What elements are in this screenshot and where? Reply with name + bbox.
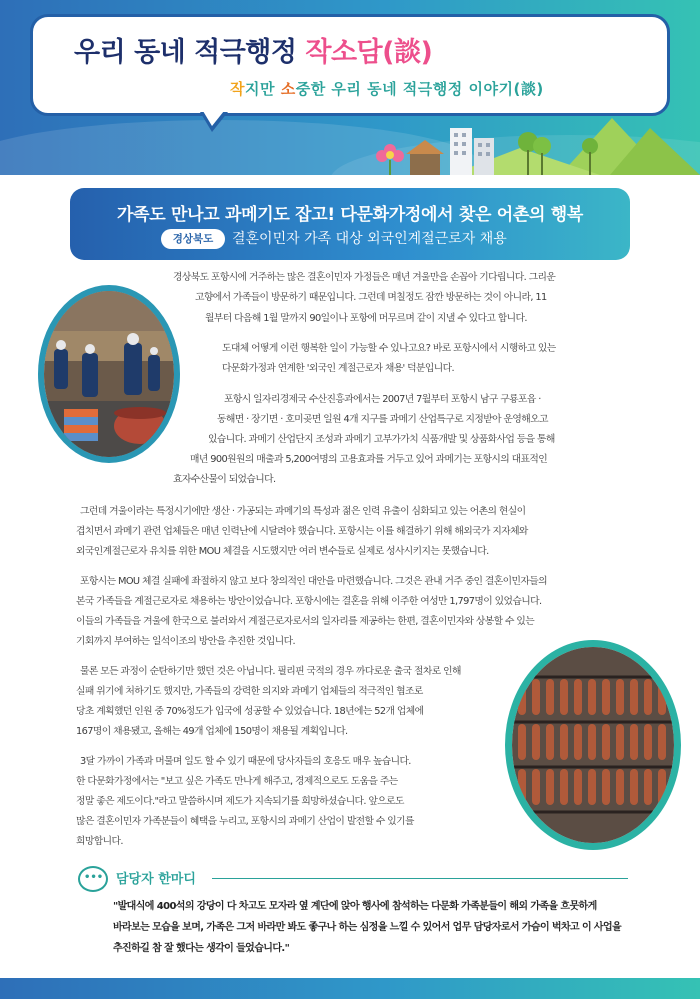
paragraph-line: 매년 900원원의 매출과 5,200여명의 고용효과를 거두고 있어 과메기는 포항시의 대표적인 [190,454,548,465]
paragraph-line: 동해면 · 장기면 · 호미곶면 일원 4개 지구를 과메기 산업특구로 지정받아 운영해오고 [217,414,548,425]
paragraph-line: 경상북도 포항시에 거주하는 많은 결혼이민자 가정들은 매년 겨울만을 손꼽아 기다립니다. 그리운 [173,272,556,283]
workers-photo [38,285,180,463]
paragraph-line: 한 다문화가정에서는 "보고 싶은 가족도 만나게 해주고, 경제적으로도 도움을 주는 [76,776,398,787]
series-subtitle [230,78,544,99]
series-title-accent: 작소담(談) [305,37,433,68]
article-subtitle: 결혼이민자 가족 대상 외국인계절근로자 채용 [232,231,507,247]
paragraph-line: 당초 계획했던 인원 중 70%정도가 입국에 성공할 수 있었습니다. 18년에는 52개 업체에 [76,706,424,717]
subtitle-part: 작 [230,80,245,98]
paragraph-line: 정말 좋은 제도이다."라고 말씀하시며 제도가 지속되기를 희망하셨습니다. 앞으로도 [76,796,404,807]
subtitle-part: 중한 우리 동네 적극행정 이야기(談) [295,80,544,98]
speech-bubble-icon: ••• [78,866,108,892]
paragraph-line: 포항시는 MOU 체결 실패에 좌절하지 않고 보다 창의적인 대안을 마련했습니다. 그것은 관내 거주 중인 결혼이민자들의 [80,576,547,587]
series-title [74,30,432,69]
paragraph-line: 다문화가정과 연계한 '외국인 계절근로자 채용' 덕분입니다. [222,363,455,374]
comment-title: 담당자 한마디 [116,872,196,887]
drying-fish-photo [505,640,681,850]
paragraph-line: 효자수산물이 되었습니다. [173,474,276,485]
region-badge: 경상북도 [161,229,225,249]
paragraph-line: 본국 가족들을 계절근로자로 채용하는 방안이었습니다. 포항시에는 결혼을 위해 이주한 여성만 1,797명이 있었습니다. [76,596,542,607]
paragraph-line: 도대체 어떻게 이런 행복한 일이 가능할 수 있나고요? 바로 포항시에서 시행하고 있는 [222,343,556,354]
paragraph-line: 고향에서 가족들이 방문하기 때문입니다. 그런데 며칠정도 잠깐 방문하는 것이 아니라, 11 [195,292,547,303]
quote-line: "발대식에 400석의 강당이 다 차고도 모자라 옆 계단에 앉아 행사에 참석하는 다문화 가족분들이 해외 가족을 흐뭇하게 [113,901,597,912]
page-footer-bar [0,978,700,999]
subtitle-part: 지만 [245,80,281,98]
paragraph-line: 167명이 채용됐고, 올해는 49개 업체에 150명이 채용될 계획입니다. [76,726,348,737]
paragraph-line: 기회까지 부여하는 일석이조의 방안을 추진한 것입니다. [76,636,295,647]
comment-divider [212,878,628,879]
paragraph-line: 포항시 일자리경제국 수산진흥과에서는 2007년 7월부터 포항시 남구 구룡포읍 · [224,394,541,405]
paragraph-line: 물론 모든 과정이 순탄하기만 했던 것은 아닙니다. 필리핀 국적의 경우 까다로운 출국 절차로 인해 [80,666,461,677]
paragraph-line: 많은 결혼이민자 가족분들이 혜택을 누리고, 포항시의 과메기 산업이 발전할 수 있기를 [76,816,414,827]
paragraph-line: 이들의 가족들을 겨울에 한국으로 불러와서 계절근로자로서의 일자리를 제공하는 한편, 결혼이민자와 상봉할 수 있는 [76,616,535,627]
paragraph-line: 있습니다. 과메기 산업단지 조성과 과메기 고부가가치 식품개발 및 상품화사업 등을 통해 [208,434,555,445]
paragraph-line: 겹치면서 과메기 관련 업체들은 매년 인력난에 시달려야 했습니다. 포항시는 이를 해결하기 위해 해외국가 지자체와 [76,526,528,537]
paragraph-line: 실패 위기에 처하기도 했지만, 가족들의 강력한 의지와 과메기 업체들의 적극적인 협조로 [76,686,423,697]
article-title-banner [70,188,630,260]
speech-bubble-tail-inner [203,111,224,126]
quote-line: 추진하길 참 잘 했다는 생각이 들었습니다." [113,943,290,954]
subtitle-part: 소 [280,80,296,98]
paragraph-line: 희망합니다. [76,836,123,847]
quote-line: 바라보는 모습을 보며, 가족은 그저 바라만 봐도 좋구나 하는 심정을 느낄 수 있어서 업무 담당자로서 가슴이 벅차고 이 사업을 [113,922,622,933]
paragraph-line: 외국인계절근로자 유치를 위한 MOU 체결을 시도했지만 여러 변수들로 실제로 성사시키지는 못했습니다. [76,546,489,557]
svg-text:경상: 경상 [148,443,170,456]
article-title: 가족도 만나고 과메기도 잡고! 다문화가정에서 찾은 어촌의 행복 [117,205,583,225]
paragraph-line: 3달 가까이 가족과 머물며 일도 할 수 있기 때문에 당사자들의 호응도 매우 높습니다. [80,756,411,767]
series-title-main: 우리 동네 적극행정 [74,37,306,68]
page-header [0,0,700,175]
paragraph-line: 월부터 다음해 1월 말까지 90일이나 포항에 머무르며 같이 지낼 수 있다고 합니다. [205,313,527,324]
paragraph-line: 그런데 겨울이라는 특정시기에만 생산 · 가공되는 과메기의 특성과 젊은 인력 유출이 심화되고 있는 어촌의 현실이 [80,506,526,517]
